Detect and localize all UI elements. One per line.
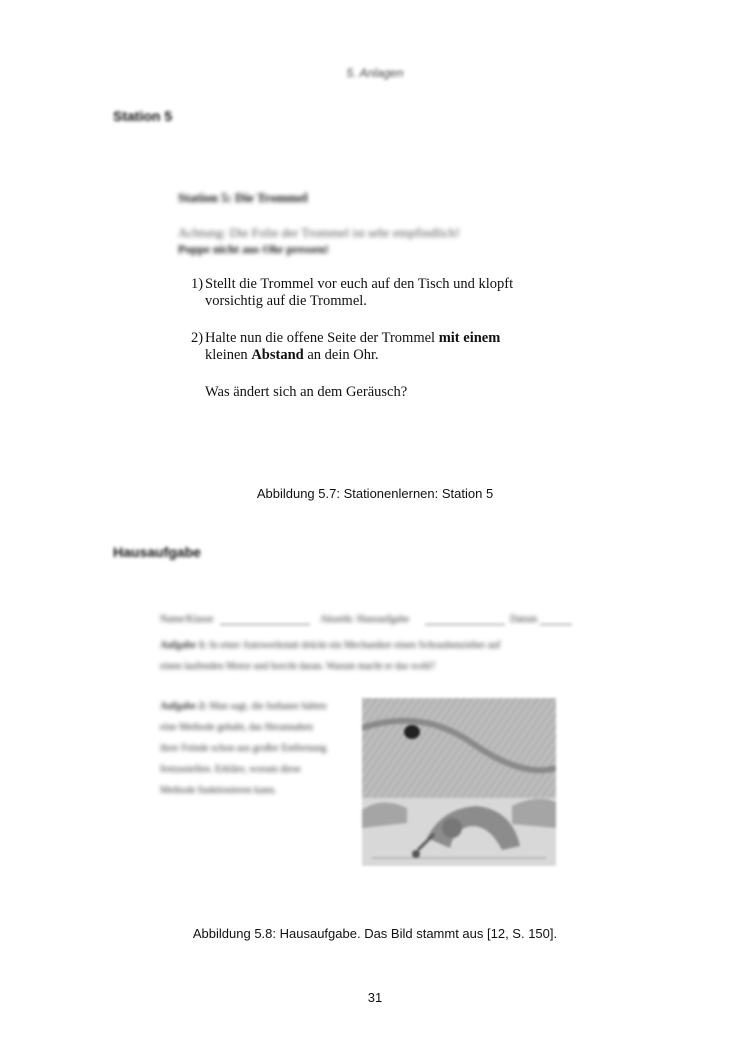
worksheet-question: Was ändert sich an dem Geräusch? [205, 384, 408, 400]
task-2 [191, 330, 575, 364]
task-2-number: 2) [191, 330, 204, 346]
homework-heading: Hausaufgabe [113, 544, 201, 560]
task-1-line-1: Stellt die Trommel vor euch auf den Tisch und klopft [205, 276, 514, 292]
homework-header-date: Datum [510, 614, 538, 625]
homework-task-2-line-2: eine Methode gehabt, das Herannahen [160, 722, 313, 733]
worksheet-title: Station 5: Die Trommel [178, 190, 308, 205]
homework-task-2-line-3: ihrer Feinde schon aus großer Entfernung [160, 743, 327, 754]
task-2-line-1 [205, 330, 575, 347]
worksheet-warning-1: Achtung: Die Folie der Trommel ist sehr empfindlich! [178, 225, 460, 240]
homework-task-2-line-5: Methode funktionieren kann. [160, 785, 277, 796]
page-number: 31 [367, 990, 383, 1005]
illustration-dark-spot [404, 725, 420, 739]
illustration-rock-right [512, 799, 556, 828]
task-2-bold-2: Abstand [251, 347, 304, 363]
homework-task-2-line-4: festzustellen. Erkläre, worum diese [160, 764, 301, 775]
homework-header-line-2 [425, 624, 505, 625]
homework-task-2-line-1 [160, 701, 326, 712]
homework-header-line-3 [540, 624, 572, 625]
homework-header-name: Name/Klasse [160, 614, 214, 625]
task-2-bold: mit einem [438, 330, 501, 346]
task-1-number: 1) [191, 276, 204, 292]
homework-illustration [362, 698, 556, 866]
task-2-text-3: an dein Ohr. [303, 347, 379, 363]
illustration-sky-hatching [362, 698, 556, 798]
homework-task-1-label: Aufgabe 1: [160, 640, 207, 651]
worksheet-figure [178, 190, 578, 410]
worksheet-warning-2: Poppe nicht aus Ohr pressen! [178, 242, 329, 256]
task-2-line-2 [205, 347, 575, 364]
homework-task-1-line-1 [160, 640, 572, 651]
homework-header-line-1 [220, 624, 310, 625]
homework-figure [160, 610, 572, 870]
homework-task-2-text: Man sagt, die Indianer hätten [209, 701, 327, 712]
illustration-figure-head [442, 818, 462, 838]
running-head: 5. Anlagen [346, 66, 404, 80]
task-2-text-2: kleinen [205, 347, 252, 363]
station-heading: Station 5 [113, 108, 173, 124]
homework-task-1-line-2: einen laufenden Motor und horcht daran. Warum macht er das wohl? [160, 661, 436, 672]
homework-task-2-label: Aufgabe 2: [160, 701, 207, 712]
figure-caption-5-8: Abbildung 5.8: Hausaufgabe. Das Bild stammt aus [12, S. 150]. [192, 926, 558, 941]
task-1-line-2: vorsichtig auf die Trommel. [205, 293, 367, 309]
homework-task-1-text: In einer Autowerkstatt drückt ein Mechaniker einen Schraubenzieher auf [209, 640, 501, 651]
figure-caption-5-7: Abbildung 5.7: Stationenlernen: Station 5 [256, 486, 494, 501]
task-2-text: Halte nun die offene Seite der Trommel [205, 330, 439, 346]
homework-header-topic: Akustik: Hausaufgabe [320, 614, 410, 625]
illustration-small-object [412, 850, 420, 858]
task-1 [191, 276, 575, 310]
